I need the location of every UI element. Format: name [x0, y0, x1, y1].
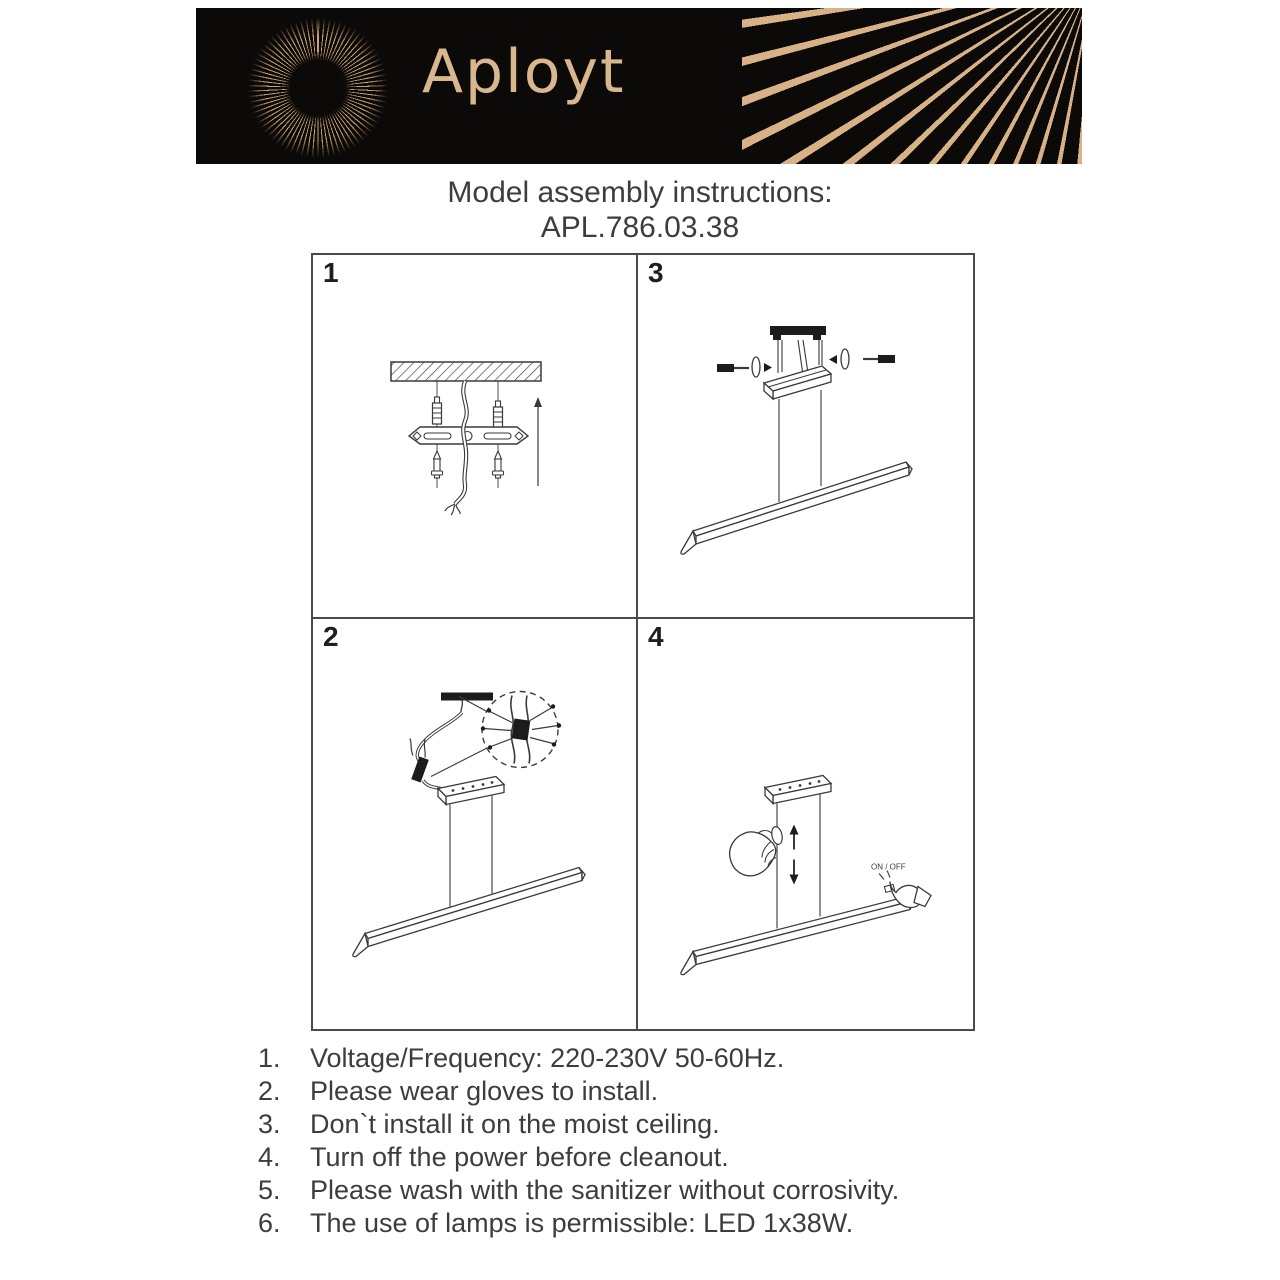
step-3-number: 3: [648, 257, 664, 288]
step-1-diagram: [313, 255, 636, 617]
instruction-item-3: [258, 1108, 899, 1141]
instruction-number: 5.: [258, 1175, 281, 1205]
instruction-text: Don`t install it on the moist ceiling.: [310, 1109, 720, 1139]
instruction-text: Turn off the power before cleanout.: [310, 1142, 729, 1172]
step-2-number: 2: [323, 621, 339, 652]
sunburst-logo-icon: [244, 14, 392, 162]
step-4-panel: [638, 619, 973, 1029]
instruction-item-4: [258, 1141, 899, 1174]
assembly-steps-grid: [311, 253, 975, 1031]
instruction-number: 6.: [258, 1208, 281, 1238]
step-4-number: 4: [648, 621, 664, 652]
instruction-text: Please wash with the sanitizer without corrosivity.: [310, 1175, 900, 1205]
step-3-diagram: [638, 255, 973, 617]
instruction-item-6: [258, 1207, 899, 1240]
instruction-item-5: [258, 1174, 899, 1207]
instruction-number: 3.: [258, 1109, 281, 1139]
page-title: Model assembly instructions:: [447, 176, 833, 209]
fan-rays-decoration: [742, 8, 1082, 164]
instruction-item-1: [258, 1042, 899, 1075]
brand-banner: [196, 8, 1082, 164]
instruction-number: 4.: [258, 1142, 281, 1172]
step-2-diagram: [313, 619, 636, 1029]
step-1-number: 1: [323, 257, 339, 288]
instruction-number: 2.: [258, 1076, 281, 1106]
instructions-list: [258, 1042, 899, 1240]
brand-name: Aployt: [422, 37, 626, 107]
instruction-text: Please wear gloves to install.: [310, 1076, 659, 1106]
instruction-text: The use of lamps is permissible: LED 1x38W.: [310, 1208, 854, 1238]
step-2-panel: [313, 619, 638, 1029]
model-number: APL.786.03.38: [540, 211, 740, 244]
instruction-text: Voltage/Frequency: 220-230V 50-60Hz.: [310, 1043, 785, 1073]
step-1-panel: [313, 255, 638, 619]
instruction-item-2: [258, 1075, 899, 1108]
step-3-panel: [638, 255, 973, 619]
instruction-number: 1.: [258, 1043, 281, 1073]
on-off-label: ON / OFF: [871, 862, 906, 872]
step-4-diagram: [638, 619, 973, 1029]
